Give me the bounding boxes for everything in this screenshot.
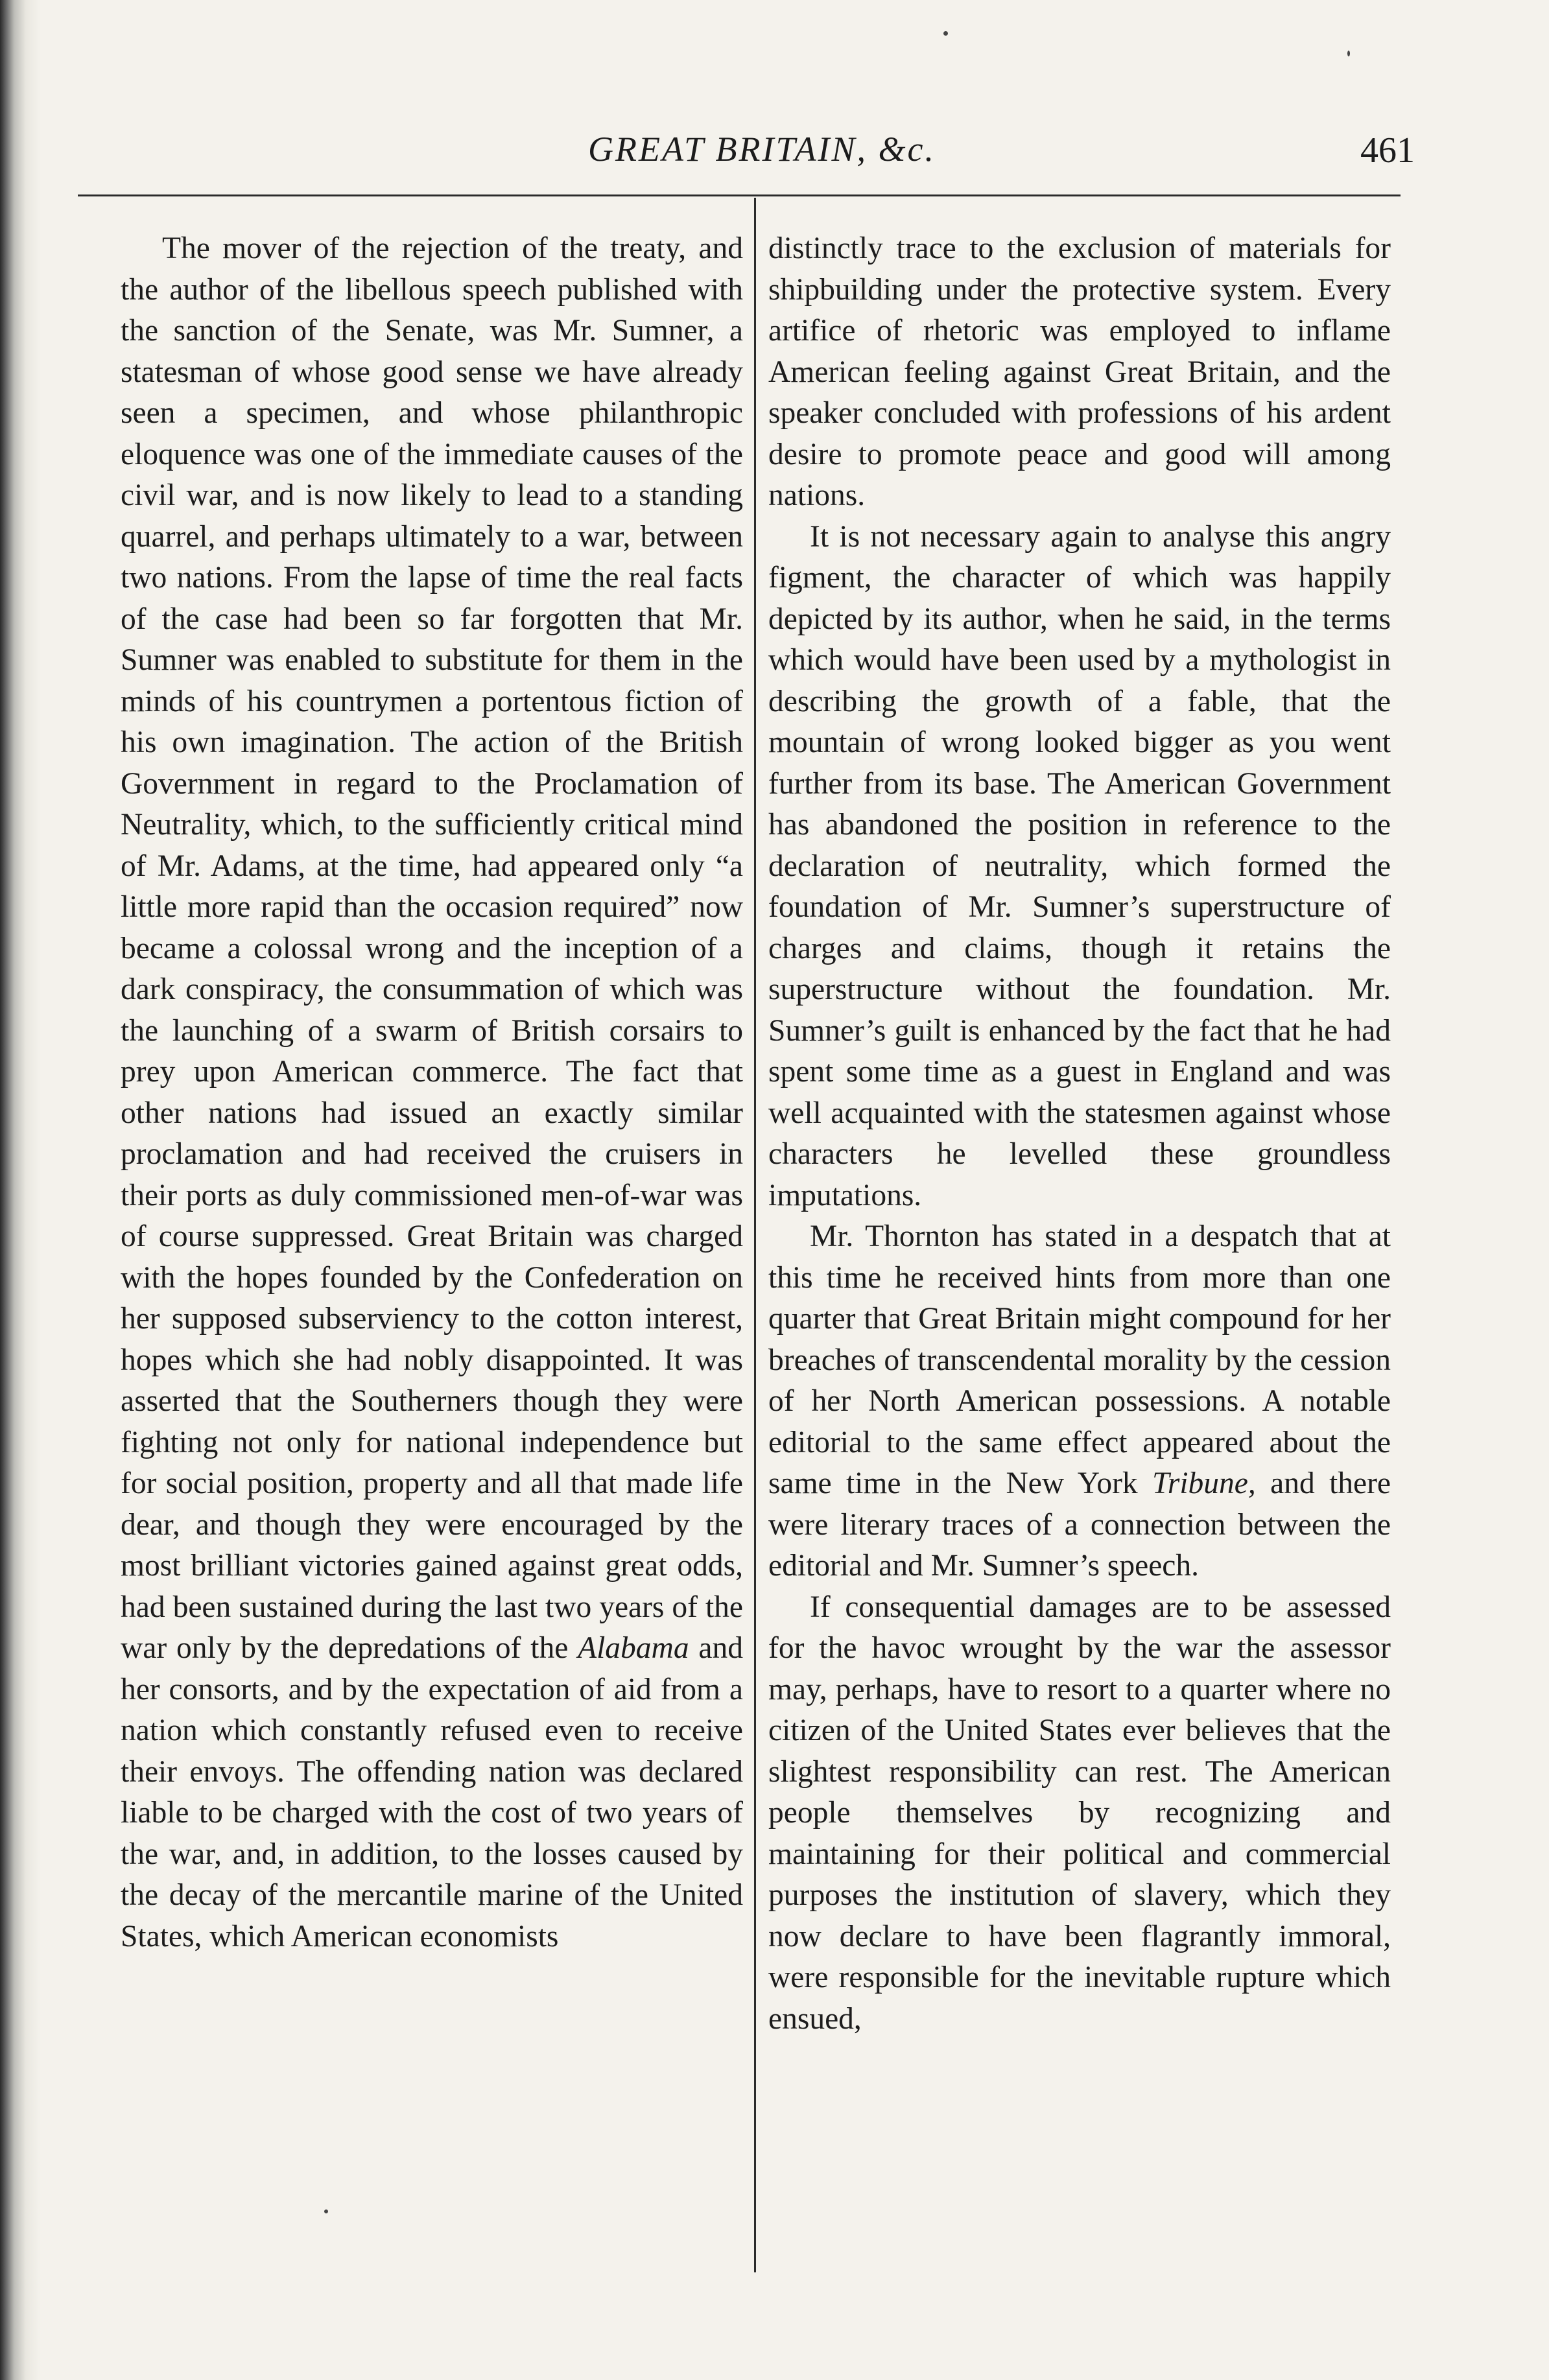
- right-column: [768, 228, 1391, 2040]
- alabama-ship-name: Alabama: [578, 1631, 689, 1665]
- paragraph-thornton-despatch: [768, 1216, 1391, 1587]
- running-title: GREAT BRITAIN, &c.: [588, 130, 936, 169]
- paragraph-continued-from-left: distinctly trace to the exclusion of materials for shipbuilding under the protective system. Every artifice of rhetoric was employed to inflame American feeling against Great Britain, and the speaker concluded with professions of his ardent desire to promote peace and good will among nations.: [768, 231, 1391, 512]
- paragraph-angry-figment: It is not necessary again to analyse this angry figment, the character of which was happily depicted by its author, when he said, in the terms which would have been used by a mythologist in describing the growth of a fable, that the mountain of wrong looked bigger as you went further from its base. The American Government has abandoned the position in reference to the declaration of neutrality, which formed the foundation of Mr. Sumner’s superstructure of charges and claims, though it retains the superstructure without the foundation. Mr. Sumner’s guilt is enhanced by the fact that he had spent some time as a guest in England and was well acquainted with the statesmen against whose characters he levelled these groundless imputations.: [768, 519, 1391, 1212]
- left-column: [121, 228, 743, 1957]
- header-rule: [78, 194, 1401, 196]
- print-speck-bottom: [324, 2209, 328, 2213]
- paragraph-text: The mover of the rejection of the treaty, and the author of the libellous speech published with the sanction of the Senate, was Mr. Sumner, a statesman of whose good sense we have already seen a specimen, and whose philanthropic eloquence was one of the immediate causes of the civil war, and is now likely to lead to a standing quarrel, and perhaps ultimately to a war, between two nations. From the lapse of time the real facts of the case had been so far forgotten that Mr. Sumner was enabled to substitute for them in the minds of his countrymen a portentous fiction of his own imagination. The action of the British Government in regard to the Proclamation of Neutrality, which, to the sufficiently critical mind of Mr. Adams, at the time, had appeared only “a little more rapid than the occasion required” now became a colossal wrong and the inception of a dark conspiracy, the consummation of which was the launching of a swarm of British corsairs to prey upon American commerce. The fact that other nations had issued an exactly similar proclamation and had received the cruisers in their ports as duly commissioned men-of-war was of course suppressed. Great Britain was charged with the hopes founded by the Confederation on her supposed subserviency to the cotton interest, hopes which she had nobly disappointed. It was asserted that the Southerners though they were fighting not only for national independence but for social position, property and all that made life dear, and though they were encouraged by the most brilliant victories gained against great odds, had been sustained during the last two years of the war only by the depredations of the: [121, 231, 743, 1665]
- paragraph-treaty-rejection: [121, 228, 743, 1957]
- paragraph-text-continued: and there were literary traces of a connection between the editorial and Mr. Sumner’s speech.: [768, 1467, 1391, 1583]
- column-divider: [754, 198, 756, 2272]
- paragraph-text-continued: and her consorts, and by the expectation of aid from a nation which constantly refused even to receive their envoys. The offending nation was declared liable to be charged with the cost of two years of the war, and, in addition, to the losses caused by the decay of the mercantile marine of the United States, which American economists: [121, 1631, 744, 1953]
- print-speck-top: [943, 31, 948, 36]
- scanned-page-edge: [0, 0, 40, 2380]
- page-header: [104, 130, 1420, 188]
- paragraph-text: Mr. Thornton has stated in a despatch that at this time he received hints from more than one quarter that Great Britain might compound for her breaches of transcendental morality by the cession of her North American possessions. A notable editorial to the same effect appeared about the same time in the New York: [768, 1219, 1391, 1500]
- tribune-newspaper-name: Tribune,: [1152, 1467, 1256, 1500]
- print-speck-corner: [1347, 51, 1350, 56]
- paragraph-consequential-damages: If consequential damages are to be assessed for the havoc wrought by the war the assessor may, perhaps, have to resort to a quarter where no citizen of the United States ever believes that the slightest responsibility can rest. The American people themselves by recognizing and maintaining for their political and commercial purposes the institution of slavery, which they now declare to have been flagrantly immoral, were responsible for the inevitable rupture which ensued,: [768, 1590, 1391, 2036]
- page-number: 461: [1360, 130, 1415, 171]
